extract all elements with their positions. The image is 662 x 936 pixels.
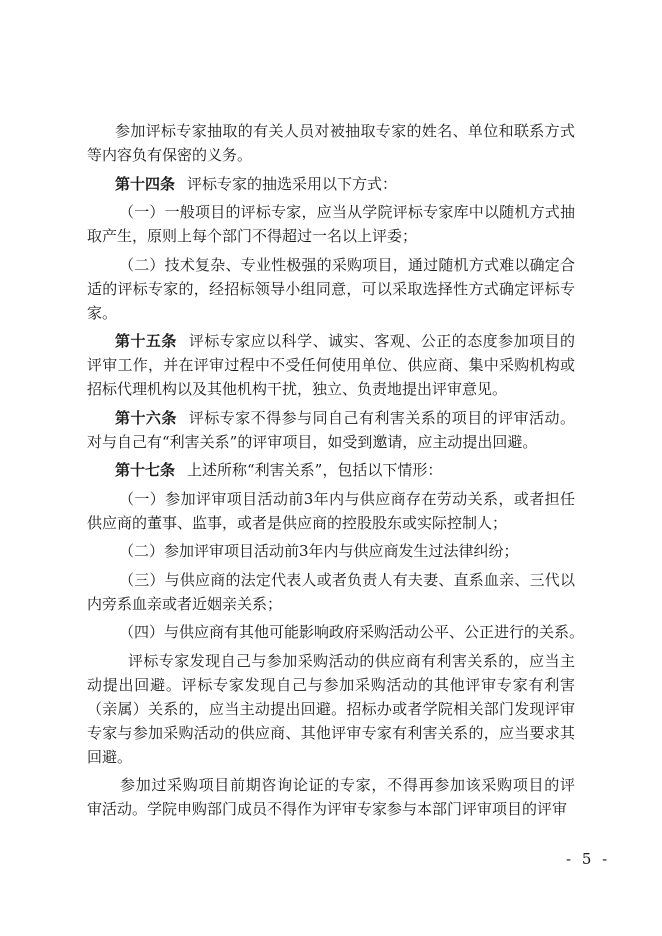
text-line xyxy=(87,329,575,353)
text-line xyxy=(87,797,575,821)
text-line xyxy=(87,487,575,511)
line-text: 参加评标专家抽取的有关人员对被抽取专家的姓名、单位和联系方式 xyxy=(115,122,575,140)
text-line xyxy=(87,539,575,563)
paragraph xyxy=(87,200,575,248)
line-text: 评审工作，并在评审过程中不受任何使用单位、供应商、集中采购机构或 xyxy=(87,356,575,374)
document-body xyxy=(87,119,585,821)
line-text: 评标专家不得参与同自己有利害关系的项目的评审活动。 xyxy=(188,408,575,427)
text-line xyxy=(87,224,575,248)
line-text: 审活动。学院申购部门成员不得作为评审专家参与本部门评审项目的评审 xyxy=(87,800,568,818)
text-line xyxy=(87,200,575,224)
line-text: 取产生，原则上每个部门不得超过一名以上评委； xyxy=(87,227,418,245)
line-text: 评标专家的抽选采用以下方式： xyxy=(187,174,398,193)
line-text: （四）与供应商有其他可能影响政府采购活动公平、公正进行的关系。 xyxy=(119,623,585,641)
paragraph xyxy=(87,649,575,769)
text-line xyxy=(87,673,575,697)
paragraph xyxy=(87,487,575,535)
paragraph xyxy=(87,620,585,644)
line-text: （二）技术复杂、专业性极强的采购项目，通过随机方式难以确定合 xyxy=(119,255,575,274)
line-text: 回避。 xyxy=(87,747,133,766)
line-text: 招标代理机构以及其他机构干扰，独立、负责地提出评审意见。 xyxy=(87,380,508,398)
line-text: 内旁系血亲或者近姻亲关系； xyxy=(87,594,283,613)
text-line xyxy=(87,253,575,277)
text-line xyxy=(87,592,575,616)
text-line xyxy=(87,119,575,143)
article-paragraph xyxy=(87,329,575,401)
article-paragraph xyxy=(87,406,575,454)
article-heading: 第十四条 xyxy=(115,174,176,193)
text-line xyxy=(87,377,575,401)
line-text: 专家与参加采购活动的供应商、其他评审专家有利害关系的，应当要求其 xyxy=(87,723,575,742)
text-line xyxy=(87,430,575,454)
text-line xyxy=(87,301,575,325)
text-line xyxy=(87,143,575,167)
line-text: （亲属）关系的，应当主动提出回避。招标办或者学院相关部门发现评审 xyxy=(87,699,575,718)
line-text: 评标专家发现自己与参加采购活动的供应商有利害关系的，应当主 xyxy=(128,651,575,670)
text-line xyxy=(87,773,575,797)
line-text: （一）参加评审项目活动前3年内与供应商存在劳动关系，或者担任 xyxy=(119,489,575,508)
line-text: 动提出回避。评标专家发现自己与参加采购活动的其他评审专家有利害 xyxy=(87,675,575,694)
article-heading: 第十六条 xyxy=(115,408,177,427)
text-line xyxy=(87,697,575,721)
text-line xyxy=(87,745,575,769)
text-line xyxy=(87,620,585,644)
line-text: 对与自己有“利害关系”的评审项目，如受到邀请，应主动提出回避。 xyxy=(87,432,538,451)
line-text: 家。 xyxy=(87,303,118,322)
paragraph xyxy=(87,119,575,167)
paragraph xyxy=(87,539,575,563)
article-heading: 第十五条 xyxy=(115,332,177,350)
article-paragraph xyxy=(87,458,575,482)
line-text: 参加过采购项目前期咨询论证的专家，不得再参加该采购项目的评 xyxy=(120,776,575,794)
text-line xyxy=(87,172,575,196)
text-line xyxy=(87,277,575,301)
text-line xyxy=(87,721,575,745)
line-text: 上述所称“利害关系”，包括以下情形： xyxy=(187,461,443,479)
paragraph xyxy=(87,253,575,325)
page-number: - 5 - xyxy=(566,850,611,868)
article-paragraph xyxy=(87,172,575,196)
text-line xyxy=(87,568,575,592)
article-heading: 第十七条 xyxy=(115,461,176,479)
text-line xyxy=(87,458,575,482)
text-line xyxy=(87,649,575,673)
text-line xyxy=(87,353,575,377)
text-line xyxy=(87,406,575,430)
line-text: （二）参加评审项目活动前3年内与供应商发生过法律纠纷； xyxy=(119,542,519,560)
paragraph xyxy=(87,773,575,821)
line-text: 评标专家应以科学、诚实、客观、公正的态度参加项目的 xyxy=(188,332,575,350)
line-text: 等内容负有保密的义务。 xyxy=(87,146,253,164)
line-text: 适的评标专家的，经招标领导小组同意，可以采取选择性方式确定评标专 xyxy=(87,279,575,298)
line-text: （一）一般项目的评标专家，应当从学院评标专家库中以随机方式抽 xyxy=(119,203,575,221)
paragraph xyxy=(87,568,575,616)
line-text: 供应商的董事、监事，或者是供应商的控股股东或实际控制人； xyxy=(87,513,508,532)
line-text: （三）与供应商的法定代表人或者负责人有夫妻、直系血亲、三代以 xyxy=(119,570,575,589)
text-line xyxy=(87,511,575,535)
